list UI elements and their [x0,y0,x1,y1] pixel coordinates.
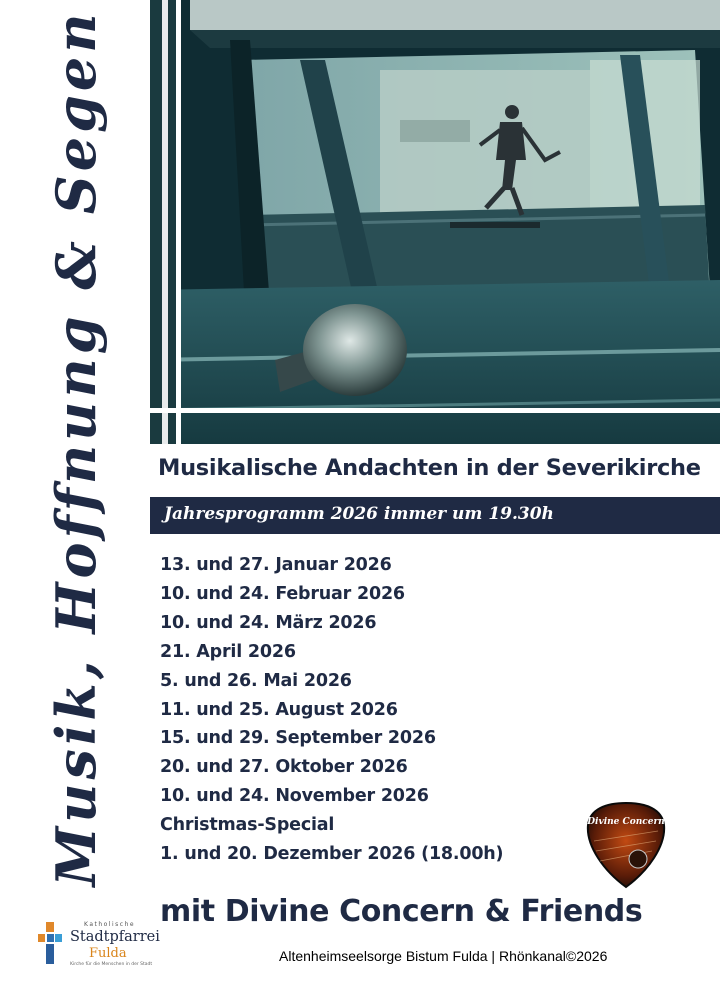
christmas-special-label: Christmas-Special [160,815,335,836]
logo-main-text: Stadtpfarrei [70,929,160,945]
vertical-title-block [0,0,153,988]
cross-icon [38,922,62,966]
date-item: 11. und 25. August 2026 [160,699,398,720]
guitar-pick-logo [584,801,668,889]
date-item: 10. und 24. Februar 2026 [160,583,405,604]
stadtpfarrei-logo [24,918,164,974]
headline: Musikalische Andachten in der Severikirche [158,455,701,481]
date-item: 10. und 24. März 2026 [160,612,377,633]
logo-tagline: Kirche für die Menschen in der Stadt [70,962,153,967]
date-item: 15. und 29. September 2026 [160,728,436,749]
banner-text: Jahresprogramm 2026 immer um 19.30h [164,504,554,524]
car-photo [150,0,720,444]
date-item: 21. April 2026 [160,641,296,662]
logo-small-text: Katholische [84,921,136,928]
date-list [160,551,503,869]
friends-line: mit Divine Concern & Friends [160,894,643,929]
date-item: 10. und 24. November 2026 [160,786,429,807]
date-item: 13. und 27. Januar 2026 [160,555,392,575]
date-item: 20. und 27. Oktober 2026 [160,757,408,778]
vertical-title: Musik, Hoffnung & Segen [44,9,108,887]
pick-label: Divine Concern [587,817,665,827]
credits: Altenheimseelsorge Bistum Fulda | Rhönkanal©2026 [279,948,608,964]
date-item: 5. und 26. Mai 2026 [160,670,352,691]
date-item: 1. und 20. Dezember 2026 (18.00h) [160,844,504,865]
schedule-banner [150,497,720,534]
logo-city-text: Fulda [89,946,127,961]
